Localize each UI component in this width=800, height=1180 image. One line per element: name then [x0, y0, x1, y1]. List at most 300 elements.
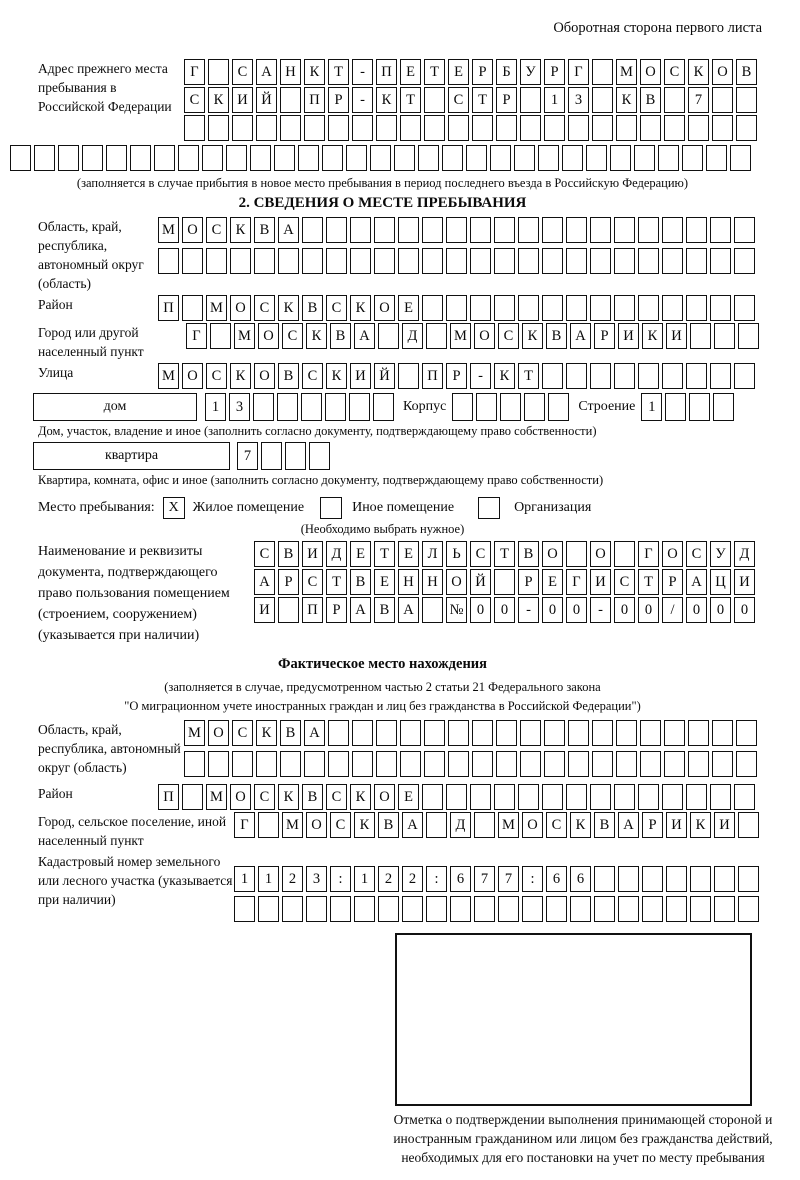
char-cell[interactable]: С: [254, 784, 275, 810]
char-cell[interactable]: Д: [450, 812, 471, 838]
char-cell[interactable]: О: [374, 295, 395, 321]
char-cell[interactable]: Р: [518, 569, 539, 595]
char-cell[interactable]: -: [470, 363, 491, 389]
char-cell[interactable]: [232, 751, 253, 777]
char-cell[interactable]: [448, 720, 469, 746]
char-cell[interactable]: [662, 217, 683, 243]
char-cell[interactable]: [352, 751, 373, 777]
char-cell[interactable]: [566, 784, 587, 810]
char-cell[interactable]: П: [304, 87, 325, 113]
char-cell[interactable]: В: [302, 784, 323, 810]
char-cell[interactable]: П: [158, 784, 179, 810]
char-cell[interactable]: 0: [734, 597, 755, 623]
char-cell[interactable]: И: [254, 597, 275, 623]
char-cell[interactable]: [520, 87, 541, 113]
char-cell[interactable]: [542, 363, 563, 389]
char-cell[interactable]: О: [254, 363, 275, 389]
char-cell[interactable]: 7: [474, 866, 495, 892]
char-cell[interactable]: [592, 720, 613, 746]
char-cell[interactable]: 0: [638, 597, 659, 623]
char-cell[interactable]: В: [736, 59, 757, 85]
char-cell[interactable]: [496, 720, 517, 746]
char-cell[interactable]: К: [350, 784, 371, 810]
char-cell[interactable]: [328, 115, 349, 141]
char-cell[interactable]: Т: [326, 569, 347, 595]
char-cell[interactable]: [106, 145, 127, 171]
char-cell[interactable]: [616, 720, 637, 746]
char-cell[interactable]: [568, 751, 589, 777]
char-cell[interactable]: С: [302, 363, 323, 389]
char-cell[interactable]: [738, 896, 759, 922]
char-cell[interactable]: [470, 217, 491, 243]
char-cell[interactable]: 1: [544, 87, 565, 113]
char-cell[interactable]: 2: [378, 866, 399, 892]
char-cell[interactable]: Д: [326, 541, 347, 567]
char-cell[interactable]: К: [690, 812, 711, 838]
char-cell[interactable]: К: [230, 363, 251, 389]
char-cell[interactable]: [494, 569, 515, 595]
char-cell[interactable]: К: [570, 812, 591, 838]
char-cell[interactable]: [376, 115, 397, 141]
char-cell[interactable]: №: [446, 597, 467, 623]
char-cell[interactable]: Р: [642, 812, 663, 838]
char-cell[interactable]: О: [640, 59, 661, 85]
char-cell[interactable]: [710, 248, 731, 274]
char-cell[interactable]: 1: [354, 866, 375, 892]
char-cell[interactable]: :: [426, 866, 447, 892]
char-cell[interactable]: [640, 751, 661, 777]
char-cell[interactable]: О: [258, 323, 279, 349]
char-cell[interactable]: М: [234, 323, 255, 349]
char-cell[interactable]: [590, 248, 611, 274]
char-cell[interactable]: В: [280, 720, 301, 746]
char-cell[interactable]: [400, 751, 421, 777]
char-cell[interactable]: [690, 866, 711, 892]
char-cell[interactable]: [278, 248, 299, 274]
char-cell[interactable]: [58, 145, 79, 171]
char-cell[interactable]: 7: [237, 442, 258, 470]
char-cell[interactable]: -: [352, 87, 373, 113]
char-cell[interactable]: [302, 248, 323, 274]
char-cell[interactable]: И: [618, 323, 639, 349]
char-cell[interactable]: П: [158, 295, 179, 321]
checkbox-inoe[interactable]: [320, 497, 342, 519]
char-cell[interactable]: [714, 323, 735, 349]
char-cell[interactable]: С: [232, 720, 253, 746]
char-cell[interactable]: А: [686, 569, 707, 595]
char-cell[interactable]: В: [374, 597, 395, 623]
char-cell[interactable]: Р: [328, 87, 349, 113]
char-cell[interactable]: С: [448, 87, 469, 113]
char-cell[interactable]: [568, 115, 589, 141]
char-cell[interactable]: [614, 217, 635, 243]
char-cell[interactable]: Н: [398, 569, 419, 595]
char-cell[interactable]: А: [256, 59, 277, 85]
char-cell[interactable]: [400, 115, 421, 141]
char-cell[interactable]: [426, 323, 447, 349]
char-cell[interactable]: [738, 323, 759, 349]
char-cell[interactable]: [568, 720, 589, 746]
char-cell[interactable]: [686, 248, 707, 274]
char-cell[interactable]: [658, 145, 679, 171]
char-cell[interactable]: [301, 393, 322, 421]
dom-type-box[interactable]: дом: [33, 393, 197, 421]
char-cell[interactable]: [548, 393, 569, 421]
char-cell[interactable]: [448, 751, 469, 777]
char-cell[interactable]: [544, 115, 565, 141]
char-cell[interactable]: [306, 896, 327, 922]
char-cell[interactable]: С: [206, 217, 227, 243]
char-cell[interactable]: 1: [641, 393, 662, 421]
char-cell[interactable]: [616, 115, 637, 141]
char-cell[interactable]: [494, 784, 515, 810]
char-cell[interactable]: [448, 115, 469, 141]
char-cell[interactable]: С: [326, 784, 347, 810]
char-cell[interactable]: [446, 295, 467, 321]
char-cell[interactable]: [710, 295, 731, 321]
char-cell[interactable]: К: [350, 295, 371, 321]
char-cell[interactable]: М: [282, 812, 303, 838]
char-cell[interactable]: [472, 720, 493, 746]
char-cell[interactable]: [642, 866, 663, 892]
char-cell[interactable]: Г: [186, 323, 207, 349]
char-cell[interactable]: Ь: [446, 541, 467, 567]
char-cell[interactable]: К: [208, 87, 229, 113]
char-cell[interactable]: [182, 295, 203, 321]
char-cell[interactable]: И: [714, 812, 735, 838]
char-cell[interactable]: В: [594, 812, 615, 838]
char-cell[interactable]: Й: [470, 569, 491, 595]
char-cell[interactable]: А: [570, 323, 591, 349]
char-cell[interactable]: [666, 896, 687, 922]
char-cell[interactable]: [378, 323, 399, 349]
char-cell[interactable]: [494, 295, 515, 321]
char-cell[interactable]: Е: [542, 569, 563, 595]
char-cell[interactable]: [206, 248, 227, 274]
char-cell[interactable]: О: [182, 217, 203, 243]
char-cell[interactable]: [494, 217, 515, 243]
char-cell[interactable]: [256, 115, 277, 141]
char-cell[interactable]: [304, 751, 325, 777]
char-cell[interactable]: [398, 248, 419, 274]
char-cell[interactable]: 2: [402, 866, 423, 892]
char-cell[interactable]: 0: [470, 597, 491, 623]
char-cell[interactable]: -: [518, 597, 539, 623]
char-cell[interactable]: [688, 115, 709, 141]
char-cell[interactable]: [638, 784, 659, 810]
char-cell[interactable]: К: [306, 323, 327, 349]
char-cell[interactable]: [592, 59, 613, 85]
char-cell[interactable]: [518, 784, 539, 810]
char-cell[interactable]: [586, 145, 607, 171]
char-cell[interactable]: [10, 145, 31, 171]
char-cell[interactable]: О: [446, 569, 467, 595]
char-cell[interactable]: [690, 323, 711, 349]
char-cell[interactable]: [274, 145, 295, 171]
char-cell[interactable]: [154, 145, 175, 171]
char-cell[interactable]: С: [470, 541, 491, 567]
char-cell[interactable]: О: [662, 541, 683, 567]
char-cell[interactable]: 0: [686, 597, 707, 623]
char-cell[interactable]: [426, 896, 447, 922]
char-cell[interactable]: [208, 115, 229, 141]
char-cell[interactable]: 3: [568, 87, 589, 113]
char-cell[interactable]: [682, 145, 703, 171]
char-cell[interactable]: 6: [546, 866, 567, 892]
char-cell[interactable]: [518, 217, 539, 243]
char-cell[interactable]: [34, 145, 55, 171]
char-cell[interactable]: А: [254, 569, 275, 595]
char-cell[interactable]: [352, 720, 373, 746]
char-cell[interactable]: [640, 720, 661, 746]
char-cell[interactable]: К: [522, 323, 543, 349]
char-cell[interactable]: Г: [234, 812, 255, 838]
char-cell[interactable]: [496, 115, 517, 141]
char-cell[interactable]: [378, 896, 399, 922]
char-cell[interactable]: [664, 720, 685, 746]
char-cell[interactable]: Р: [472, 59, 493, 85]
char-cell[interactable]: [452, 393, 473, 421]
char-cell[interactable]: [714, 896, 735, 922]
char-cell[interactable]: [500, 393, 521, 421]
char-cell[interactable]: 1: [234, 866, 255, 892]
char-cell[interactable]: [402, 896, 423, 922]
char-cell[interactable]: К: [256, 720, 277, 746]
char-cell[interactable]: Е: [398, 541, 419, 567]
char-cell[interactable]: [562, 145, 583, 171]
char-cell[interactable]: [82, 145, 103, 171]
char-cell[interactable]: [424, 720, 445, 746]
char-cell[interactable]: Е: [398, 784, 419, 810]
char-cell[interactable]: [544, 720, 565, 746]
char-cell[interactable]: К: [278, 784, 299, 810]
char-cell[interactable]: [520, 720, 541, 746]
char-cell[interactable]: [446, 784, 467, 810]
char-cell[interactable]: [664, 87, 685, 113]
char-cell[interactable]: Т: [638, 569, 659, 595]
char-cell[interactable]: [688, 751, 709, 777]
char-cell[interactable]: [614, 784, 635, 810]
char-cell[interactable]: [710, 363, 731, 389]
char-cell[interactable]: [230, 248, 251, 274]
char-cell[interactable]: Ц: [710, 569, 731, 595]
char-cell[interactable]: В: [546, 323, 567, 349]
char-cell[interactable]: [184, 115, 205, 141]
char-cell[interactable]: Г: [184, 59, 205, 85]
char-cell[interactable]: Р: [278, 569, 299, 595]
kvartira-type-box[interactable]: квартира: [33, 442, 230, 470]
char-cell[interactable]: [474, 896, 495, 922]
char-cell[interactable]: П: [302, 597, 323, 623]
char-cell[interactable]: К: [354, 812, 375, 838]
char-cell[interactable]: [202, 145, 223, 171]
char-cell[interactable]: [614, 248, 635, 274]
char-cell[interactable]: С: [282, 323, 303, 349]
char-cell[interactable]: [285, 442, 306, 470]
char-cell[interactable]: [736, 115, 757, 141]
char-cell[interactable]: [638, 217, 659, 243]
char-cell[interactable]: [470, 248, 491, 274]
char-cell[interactable]: [184, 751, 205, 777]
char-cell[interactable]: [470, 295, 491, 321]
char-cell[interactable]: [182, 248, 203, 274]
char-cell[interactable]: В: [254, 217, 275, 243]
char-cell[interactable]: О: [208, 720, 229, 746]
char-cell[interactable]: Т: [472, 87, 493, 113]
char-cell[interactable]: [182, 784, 203, 810]
char-cell[interactable]: [398, 217, 419, 243]
char-cell[interactable]: К: [230, 217, 251, 243]
char-cell[interactable]: [518, 248, 539, 274]
char-cell[interactable]: Н: [422, 569, 443, 595]
char-cell[interactable]: [450, 896, 471, 922]
char-cell[interactable]: О: [712, 59, 733, 85]
char-cell[interactable]: [424, 751, 445, 777]
char-cell[interactable]: [232, 115, 253, 141]
char-cell[interactable]: Т: [494, 541, 515, 567]
char-cell[interactable]: М: [450, 323, 471, 349]
char-cell[interactable]: [522, 896, 543, 922]
char-cell[interactable]: Т: [400, 87, 421, 113]
char-cell[interactable]: [662, 784, 683, 810]
char-cell[interactable]: [734, 363, 755, 389]
char-cell[interactable]: [542, 217, 563, 243]
char-cell[interactable]: [738, 866, 759, 892]
char-cell[interactable]: [714, 866, 735, 892]
char-cell[interactable]: [208, 751, 229, 777]
char-cell[interactable]: [325, 393, 346, 421]
char-cell[interactable]: [418, 145, 439, 171]
char-cell[interactable]: [352, 115, 373, 141]
char-cell[interactable]: [520, 115, 541, 141]
char-cell[interactable]: [712, 115, 733, 141]
char-cell[interactable]: [490, 145, 511, 171]
char-cell[interactable]: М: [616, 59, 637, 85]
char-cell[interactable]: [374, 217, 395, 243]
char-cell[interactable]: [590, 295, 611, 321]
char-cell[interactable]: [664, 115, 685, 141]
char-cell[interactable]: К: [688, 59, 709, 85]
char-cell[interactable]: [665, 393, 686, 421]
char-cell[interactable]: [738, 812, 759, 838]
char-cell[interactable]: М: [184, 720, 205, 746]
char-cell[interactable]: [330, 896, 351, 922]
char-cell[interactable]: Р: [326, 597, 347, 623]
char-cell[interactable]: [394, 145, 415, 171]
char-cell[interactable]: Т: [328, 59, 349, 85]
char-cell[interactable]: [640, 115, 661, 141]
char-cell[interactable]: Б: [496, 59, 517, 85]
char-cell[interactable]: Р: [594, 323, 615, 349]
char-cell[interactable]: [689, 393, 710, 421]
char-cell[interactable]: Г: [566, 569, 587, 595]
char-cell[interactable]: С: [664, 59, 685, 85]
char-cell[interactable]: [570, 896, 591, 922]
char-cell[interactable]: М: [158, 217, 179, 243]
char-cell[interactable]: В: [378, 812, 399, 838]
char-cell[interactable]: М: [498, 812, 519, 838]
char-cell[interactable]: [278, 597, 299, 623]
char-cell[interactable]: [524, 393, 545, 421]
char-cell[interactable]: 7: [688, 87, 709, 113]
checkbox-organizatsiya[interactable]: [478, 497, 500, 519]
char-cell[interactable]: И: [232, 87, 253, 113]
char-cell[interactable]: М: [206, 295, 227, 321]
char-cell[interactable]: [638, 248, 659, 274]
char-cell[interactable]: [734, 217, 755, 243]
char-cell[interactable]: [610, 145, 631, 171]
char-cell[interactable]: [730, 145, 751, 171]
char-cell[interactable]: С: [330, 812, 351, 838]
char-cell[interactable]: [424, 115, 445, 141]
char-cell[interactable]: К: [616, 87, 637, 113]
char-cell[interactable]: [734, 248, 755, 274]
char-cell[interactable]: [592, 87, 613, 113]
char-cell[interactable]: О: [522, 812, 543, 838]
char-cell[interactable]: [590, 363, 611, 389]
char-cell[interactable]: [158, 248, 179, 274]
char-cell[interactable]: [494, 248, 515, 274]
char-cell[interactable]: 3: [306, 866, 327, 892]
char-cell[interactable]: [328, 751, 349, 777]
checkbox-zhiloe[interactable]: X: [163, 497, 185, 519]
char-cell[interactable]: В: [518, 541, 539, 567]
char-cell[interactable]: А: [354, 323, 375, 349]
char-cell[interactable]: [592, 751, 613, 777]
char-cell[interactable]: А: [350, 597, 371, 623]
char-cell[interactable]: Т: [518, 363, 539, 389]
char-cell[interactable]: [226, 145, 247, 171]
char-cell[interactable]: О: [374, 784, 395, 810]
char-cell[interactable]: [662, 248, 683, 274]
char-cell[interactable]: Л: [422, 541, 443, 567]
char-cell[interactable]: [280, 115, 301, 141]
char-cell[interactable]: [736, 751, 757, 777]
char-cell[interactable]: [616, 751, 637, 777]
char-cell[interactable]: И: [302, 541, 323, 567]
char-cell[interactable]: [422, 597, 443, 623]
char-cell[interactable]: [662, 363, 683, 389]
char-cell[interactable]: [538, 145, 559, 171]
char-cell[interactable]: [614, 541, 635, 567]
char-cell[interactable]: [261, 442, 282, 470]
char-cell[interactable]: [258, 812, 279, 838]
char-cell[interactable]: [544, 751, 565, 777]
char-cell[interactable]: [638, 295, 659, 321]
char-cell[interactable]: [376, 751, 397, 777]
char-cell[interactable]: С: [302, 569, 323, 595]
char-cell[interactable]: [590, 217, 611, 243]
char-cell[interactable]: 6: [570, 866, 591, 892]
char-cell[interactable]: И: [590, 569, 611, 595]
char-cell[interactable]: В: [302, 295, 323, 321]
char-cell[interactable]: [210, 323, 231, 349]
char-cell[interactable]: [304, 115, 325, 141]
char-cell[interactable]: П: [422, 363, 443, 389]
char-cell[interactable]: Р: [496, 87, 517, 113]
char-cell[interactable]: 6: [450, 866, 471, 892]
char-cell[interactable]: [546, 896, 567, 922]
char-cell[interactable]: [422, 295, 443, 321]
char-cell[interactable]: А: [402, 812, 423, 838]
char-cell[interactable]: [666, 866, 687, 892]
char-cell[interactable]: С: [546, 812, 567, 838]
char-cell[interactable]: [398, 363, 419, 389]
char-cell[interactable]: [566, 295, 587, 321]
char-cell[interactable]: 0: [566, 597, 587, 623]
char-cell[interactable]: [254, 248, 275, 274]
char-cell[interactable]: А: [398, 597, 419, 623]
